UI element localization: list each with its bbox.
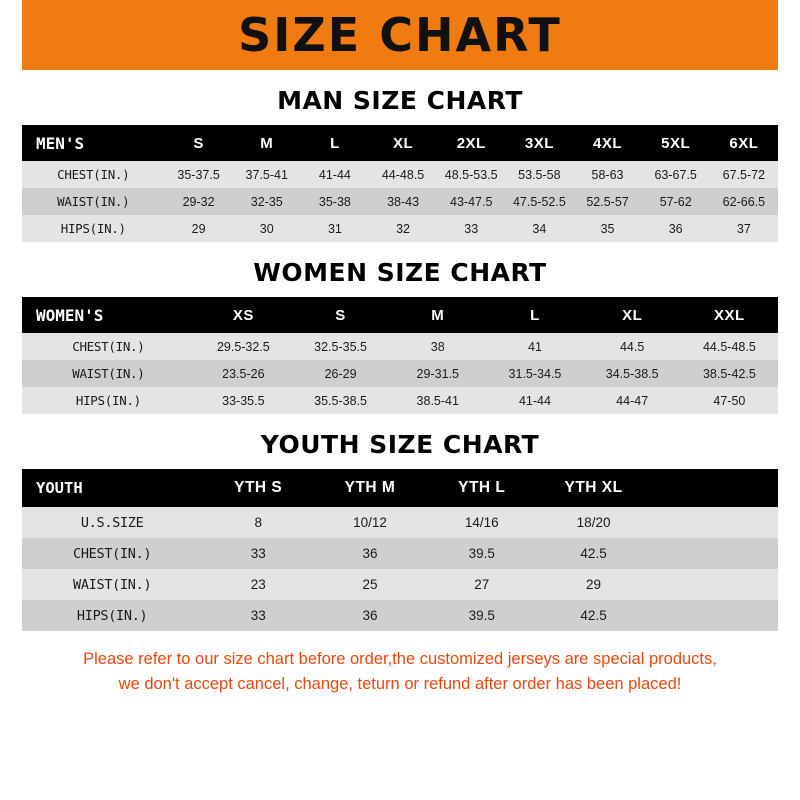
youth-col-header-3: YTH L [426,469,538,507]
men-cell-0-7: 63-67.5 [642,161,710,188]
women-cell-1-5: 38.5-42.5 [681,360,778,387]
youth-cell-3-2: 39.5 [426,600,538,631]
women-cell-1-0: 23.5-26 [195,360,292,387]
women-cell-2-3: 41-44 [486,387,583,414]
youth-col-header-1: YTH S [202,469,314,507]
table-row [22,188,778,215]
youth-cell-spacer [649,600,778,631]
youth-col-header-spacer [649,469,778,507]
men-cell-1-2: 35-38 [301,188,369,215]
men-table-body [22,161,778,242]
men-col-header-5: 2XL [437,125,505,161]
table-row [22,360,778,387]
footer-note [22,647,778,697]
section-title-men: MAN SIZE CHART [277,86,523,115]
youth-cell-3-1: 36 [314,600,426,631]
women-cell-0-2: 38 [389,333,486,360]
women-cell-2-0: 33-35.5 [195,387,292,414]
men-size-table [22,125,778,242]
women-col-header-5: XL [584,297,681,333]
youth-cell-1-3: 42.5 [538,538,650,569]
men-row-label-1: WAIST(IN.) [22,188,165,215]
women-cell-1-3: 31.5-34.5 [486,360,583,387]
section-title-women: WOMEN SIZE CHART [253,258,547,287]
women-col-header-0: WOMEN'S [22,297,195,333]
youth-cell-0-1: 10/12 [314,507,426,538]
youth-col-header-4: YTH XL [538,469,650,507]
women-cell-0-5: 44.5-48.5 [681,333,778,360]
header-banner [0,0,800,70]
youth-cell-spacer [649,507,778,538]
men-cell-2-2: 31 [301,215,369,242]
youth-table-body [22,507,778,631]
youth-row-label-2: WAIST(IN.) [22,569,202,600]
men-cell-0-1: 37.5-41 [233,161,301,188]
youth-cell-2-3: 29 [538,569,650,600]
men-cell-2-8: 37 [710,215,778,242]
women-cell-0-0: 29.5-32.5 [195,333,292,360]
youth-cell-spacer [649,538,778,569]
men-col-header-2: M [233,125,301,161]
men-cell-0-3: 44-48.5 [369,161,437,188]
youth-cell-2-0: 23 [202,569,314,600]
men-cell-0-0: 35-37.5 [165,161,233,188]
men-col-header-8: 5XL [642,125,710,161]
men-cell-2-4: 33 [437,215,505,242]
footer-note-line-2: we don't accept cancel, change, teturn or refund after order has been placed! [118,674,682,693]
youth-cell-3-3: 42.5 [538,600,650,631]
youth-cell-1-1: 36 [314,538,426,569]
youth-cell-0-0: 8 [202,507,314,538]
chart-content [0,86,800,697]
men-cell-2-1: 30 [233,215,301,242]
footer-note-line-1: Please refer to our size chart before order,the customized jerseys are special products, [83,650,717,668]
youth-cell-1-2: 39.5 [426,538,538,569]
women-cell-1-1: 26-29 [292,360,389,387]
men-col-header-6: 3XL [505,125,573,161]
youth-col-header-0: YOUTH [22,469,202,507]
men-cell-0-2: 41-44 [301,161,369,188]
men-cell-1-1: 32-35 [233,188,301,215]
section-title-youth: YOUTH SIZE CHART [260,430,540,459]
table-row [22,387,778,414]
youth-cell-0-2: 14/16 [426,507,538,538]
men-cell-1-0: 29-32 [165,188,233,215]
table-header-row [22,297,778,333]
youth-cell-spacer [649,569,778,600]
table-row [22,215,778,242]
men-col-header-3: L [301,125,369,161]
youth-cell-2-2: 27 [426,569,538,600]
women-cell-1-2: 29-31.5 [389,360,486,387]
men-cell-2-6: 35 [573,215,641,242]
table-row [22,333,778,360]
youth-cell-3-0: 33 [202,600,314,631]
women-table-header [22,297,778,333]
men-col-header-4: XL [369,125,437,161]
women-cell-1-4: 34.5-38.5 [584,360,681,387]
men-cell-2-3: 32 [369,215,437,242]
women-cell-2-4: 44-47 [584,387,681,414]
women-row-label-0: CHEST(IN.) [22,333,195,360]
table-row [22,507,778,538]
men-cell-1-3: 38-43 [369,188,437,215]
women-cell-2-2: 38.5-41 [389,387,486,414]
men-cell-0-5: 53.5-58 [505,161,573,188]
table-row [22,600,778,631]
women-col-header-1: XS [195,297,292,333]
women-table-body [22,333,778,414]
youth-size-table [22,469,778,631]
women-cell-2-5: 47-50 [681,387,778,414]
men-col-header-0: MEN'S [22,125,165,161]
youth-row-label-0: U.S.SIZE [22,507,202,538]
men-cell-1-8: 62-66.5 [710,188,778,215]
women-row-label-1: WAIST(IN.) [22,360,195,387]
men-row-label-0: CHEST(IN.) [22,161,165,188]
table-row [22,161,778,188]
women-col-header-3: M [389,297,486,333]
table-header-row [22,125,778,161]
men-row-label-2: HIPS(IN.) [22,215,165,242]
men-cell-2-7: 36 [642,215,710,242]
table-row [22,538,778,569]
table-header-row [22,469,778,507]
women-col-header-4: L [486,297,583,333]
youth-row-label-3: HIPS(IN.) [22,600,202,631]
women-size-table [22,297,778,414]
women-cell-0-1: 32.5-35.5 [292,333,389,360]
women-cell-0-3: 41 [486,333,583,360]
men-cell-1-6: 52.5-57 [573,188,641,215]
page-title: SIZE CHART [238,8,562,62]
men-cell-1-4: 43-47.5 [437,188,505,215]
women-col-header-6: XXL [681,297,778,333]
women-cell-0-4: 44.5 [584,333,681,360]
men-cell-2-0: 29 [165,215,233,242]
men-cell-0-6: 58-63 [573,161,641,188]
women-row-label-2: HIPS(IN.) [22,387,195,414]
youth-table-header [22,469,778,507]
men-table-header [22,125,778,161]
men-cell-0-8: 67.5-72 [710,161,778,188]
men-col-header-7: 4XL [573,125,641,161]
youth-row-label-1: CHEST(IN.) [22,538,202,569]
youth-col-header-2: YTH M [314,469,426,507]
men-cell-1-5: 47.5-52.5 [505,188,573,215]
men-cell-2-5: 34 [505,215,573,242]
table-row [22,569,778,600]
youth-cell-2-1: 25 [314,569,426,600]
women-col-header-2: S [292,297,389,333]
youth-cell-1-0: 33 [202,538,314,569]
women-cell-2-1: 35.5-38.5 [292,387,389,414]
youth-cell-0-3: 18/20 [538,507,650,538]
men-col-header-9: 6XL [710,125,778,161]
men-cell-0-4: 48.5-53.5 [437,161,505,188]
men-cell-1-7: 57-62 [642,188,710,215]
men-col-header-1: S [165,125,233,161]
